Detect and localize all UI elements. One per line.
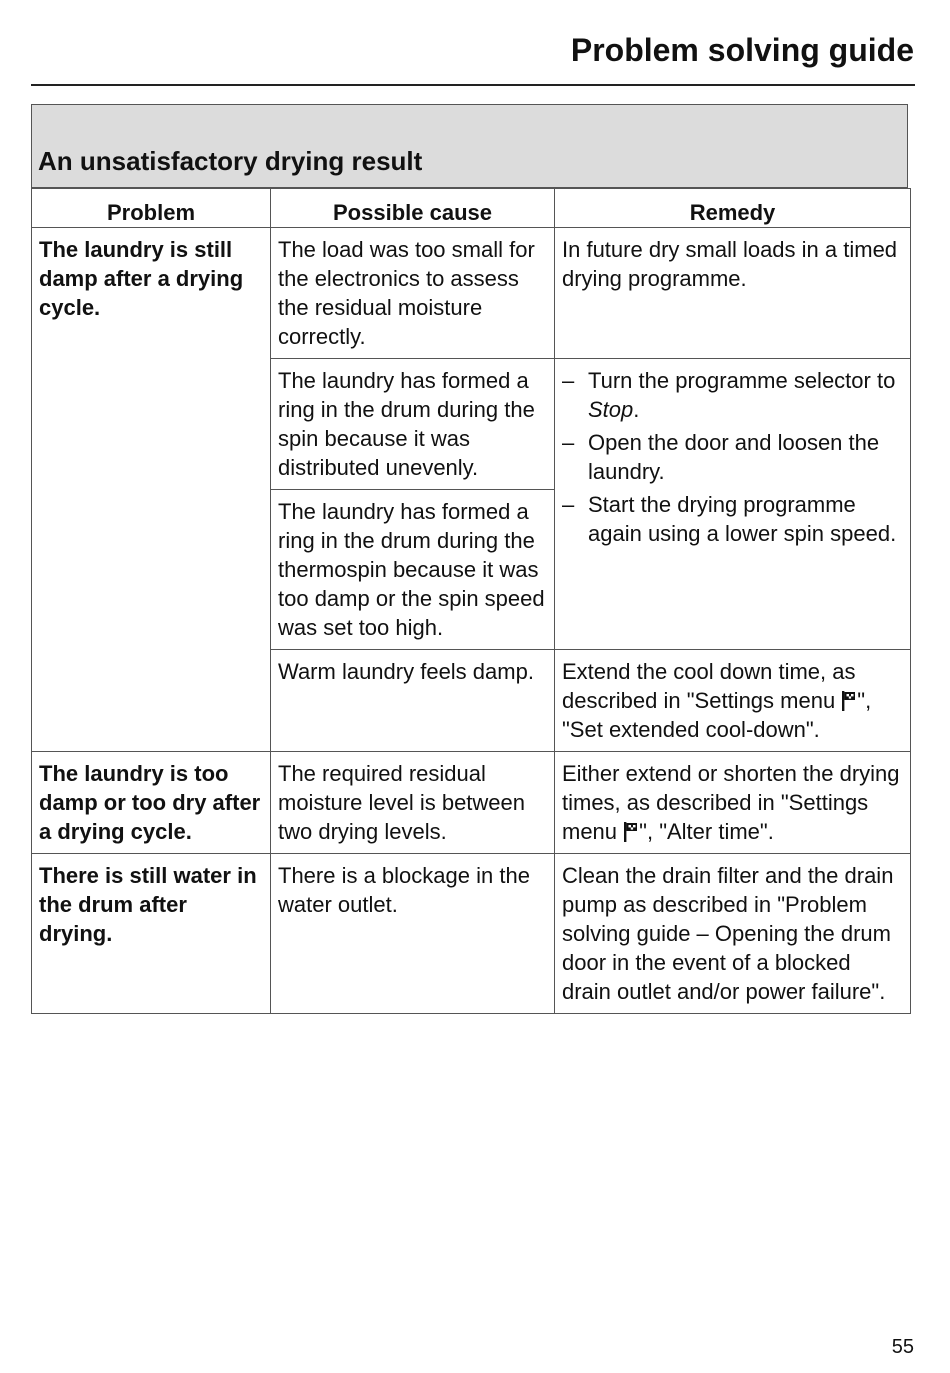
step-text: Turn the programme selector to	[588, 368, 896, 393]
remedy-text: Extend the cool down time, as described in "Settings menu	[562, 659, 856, 713]
flag-icon	[624, 822, 638, 842]
table-row	[32, 228, 911, 359]
flag-icon	[842, 691, 856, 711]
remedy-text-end: ", "Alter time".	[639, 819, 774, 844]
page-title: Problem solving guide	[570, 32, 914, 68]
section-heading: An unsatisfactory drying result	[38, 146, 423, 176]
section-header	[31, 104, 908, 188]
table-header-row	[32, 189, 911, 228]
remedy-cell: In future dry small loads in a timed drying programme.	[555, 228, 911, 359]
title-divider	[31, 84, 915, 86]
step-text-end: .	[633, 397, 640, 422]
table-row	[32, 752, 911, 854]
column-header-cause: Possible cause	[271, 189, 555, 228]
cause-cell: There is a blockage in the water outlet.	[271, 854, 555, 1014]
cause-cell: The required residual moisture level is between two drying levels.	[271, 752, 555, 854]
cause-cell: The laundry has formed a ring in the drum during the thermospin because it was too damp or the spin speed was set too high.	[271, 490, 555, 650]
remedy-cell: Clean the drain filter and the drain pump as described in "Problem solving guide – Opening the drum door in the event of a blocked drain outlet and/or power failure".	[555, 854, 911, 1014]
problem-cell: The laundry is still damp after a drying cycle.	[32, 228, 271, 752]
step-text: Start the drying programme again using a lower spin speed.	[588, 492, 897, 546]
step-text: Open the door and loosen the laundry.	[588, 430, 880, 484]
remedy-cell	[555, 650, 911, 752]
cause-cell: The load was too small for the electronics to assess the residual moisture correctly.	[271, 228, 555, 359]
problem-table	[31, 188, 911, 1014]
remedy-step	[562, 366, 903, 424]
remedy-cell-steps	[555, 359, 911, 650]
remedy-step	[562, 428, 903, 486]
page-number: 55	[891, 1336, 914, 1358]
step-dash: –	[562, 492, 575, 517]
table-row	[32, 854, 911, 1014]
remedy-step	[562, 490, 903, 548]
problem-cell: The laundry is too damp or too dry after a drying cycle.	[32, 752, 271, 854]
remedy-text: Either extend or shorten the drying times, as described in "Settings menu	[562, 761, 900, 844]
remedy-text-end: ", "Set extended cool-down".	[562, 688, 872, 742]
cause-cell: Warm laundry feels damp.	[271, 650, 555, 752]
column-header-remedy: Remedy	[555, 189, 911, 228]
cause-cell: The laundry has formed a ring in the drum during the spin because it was distributed unevenly.	[271, 359, 555, 490]
step-dash: –	[562, 368, 575, 393]
column-header-problem: Problem	[32, 189, 271, 228]
step-dash: –	[562, 430, 575, 455]
step-emphasis: Stop	[588, 397, 634, 422]
remedy-cell	[555, 752, 911, 854]
problem-cell: There is still water in the drum after drying.	[32, 854, 271, 1014]
